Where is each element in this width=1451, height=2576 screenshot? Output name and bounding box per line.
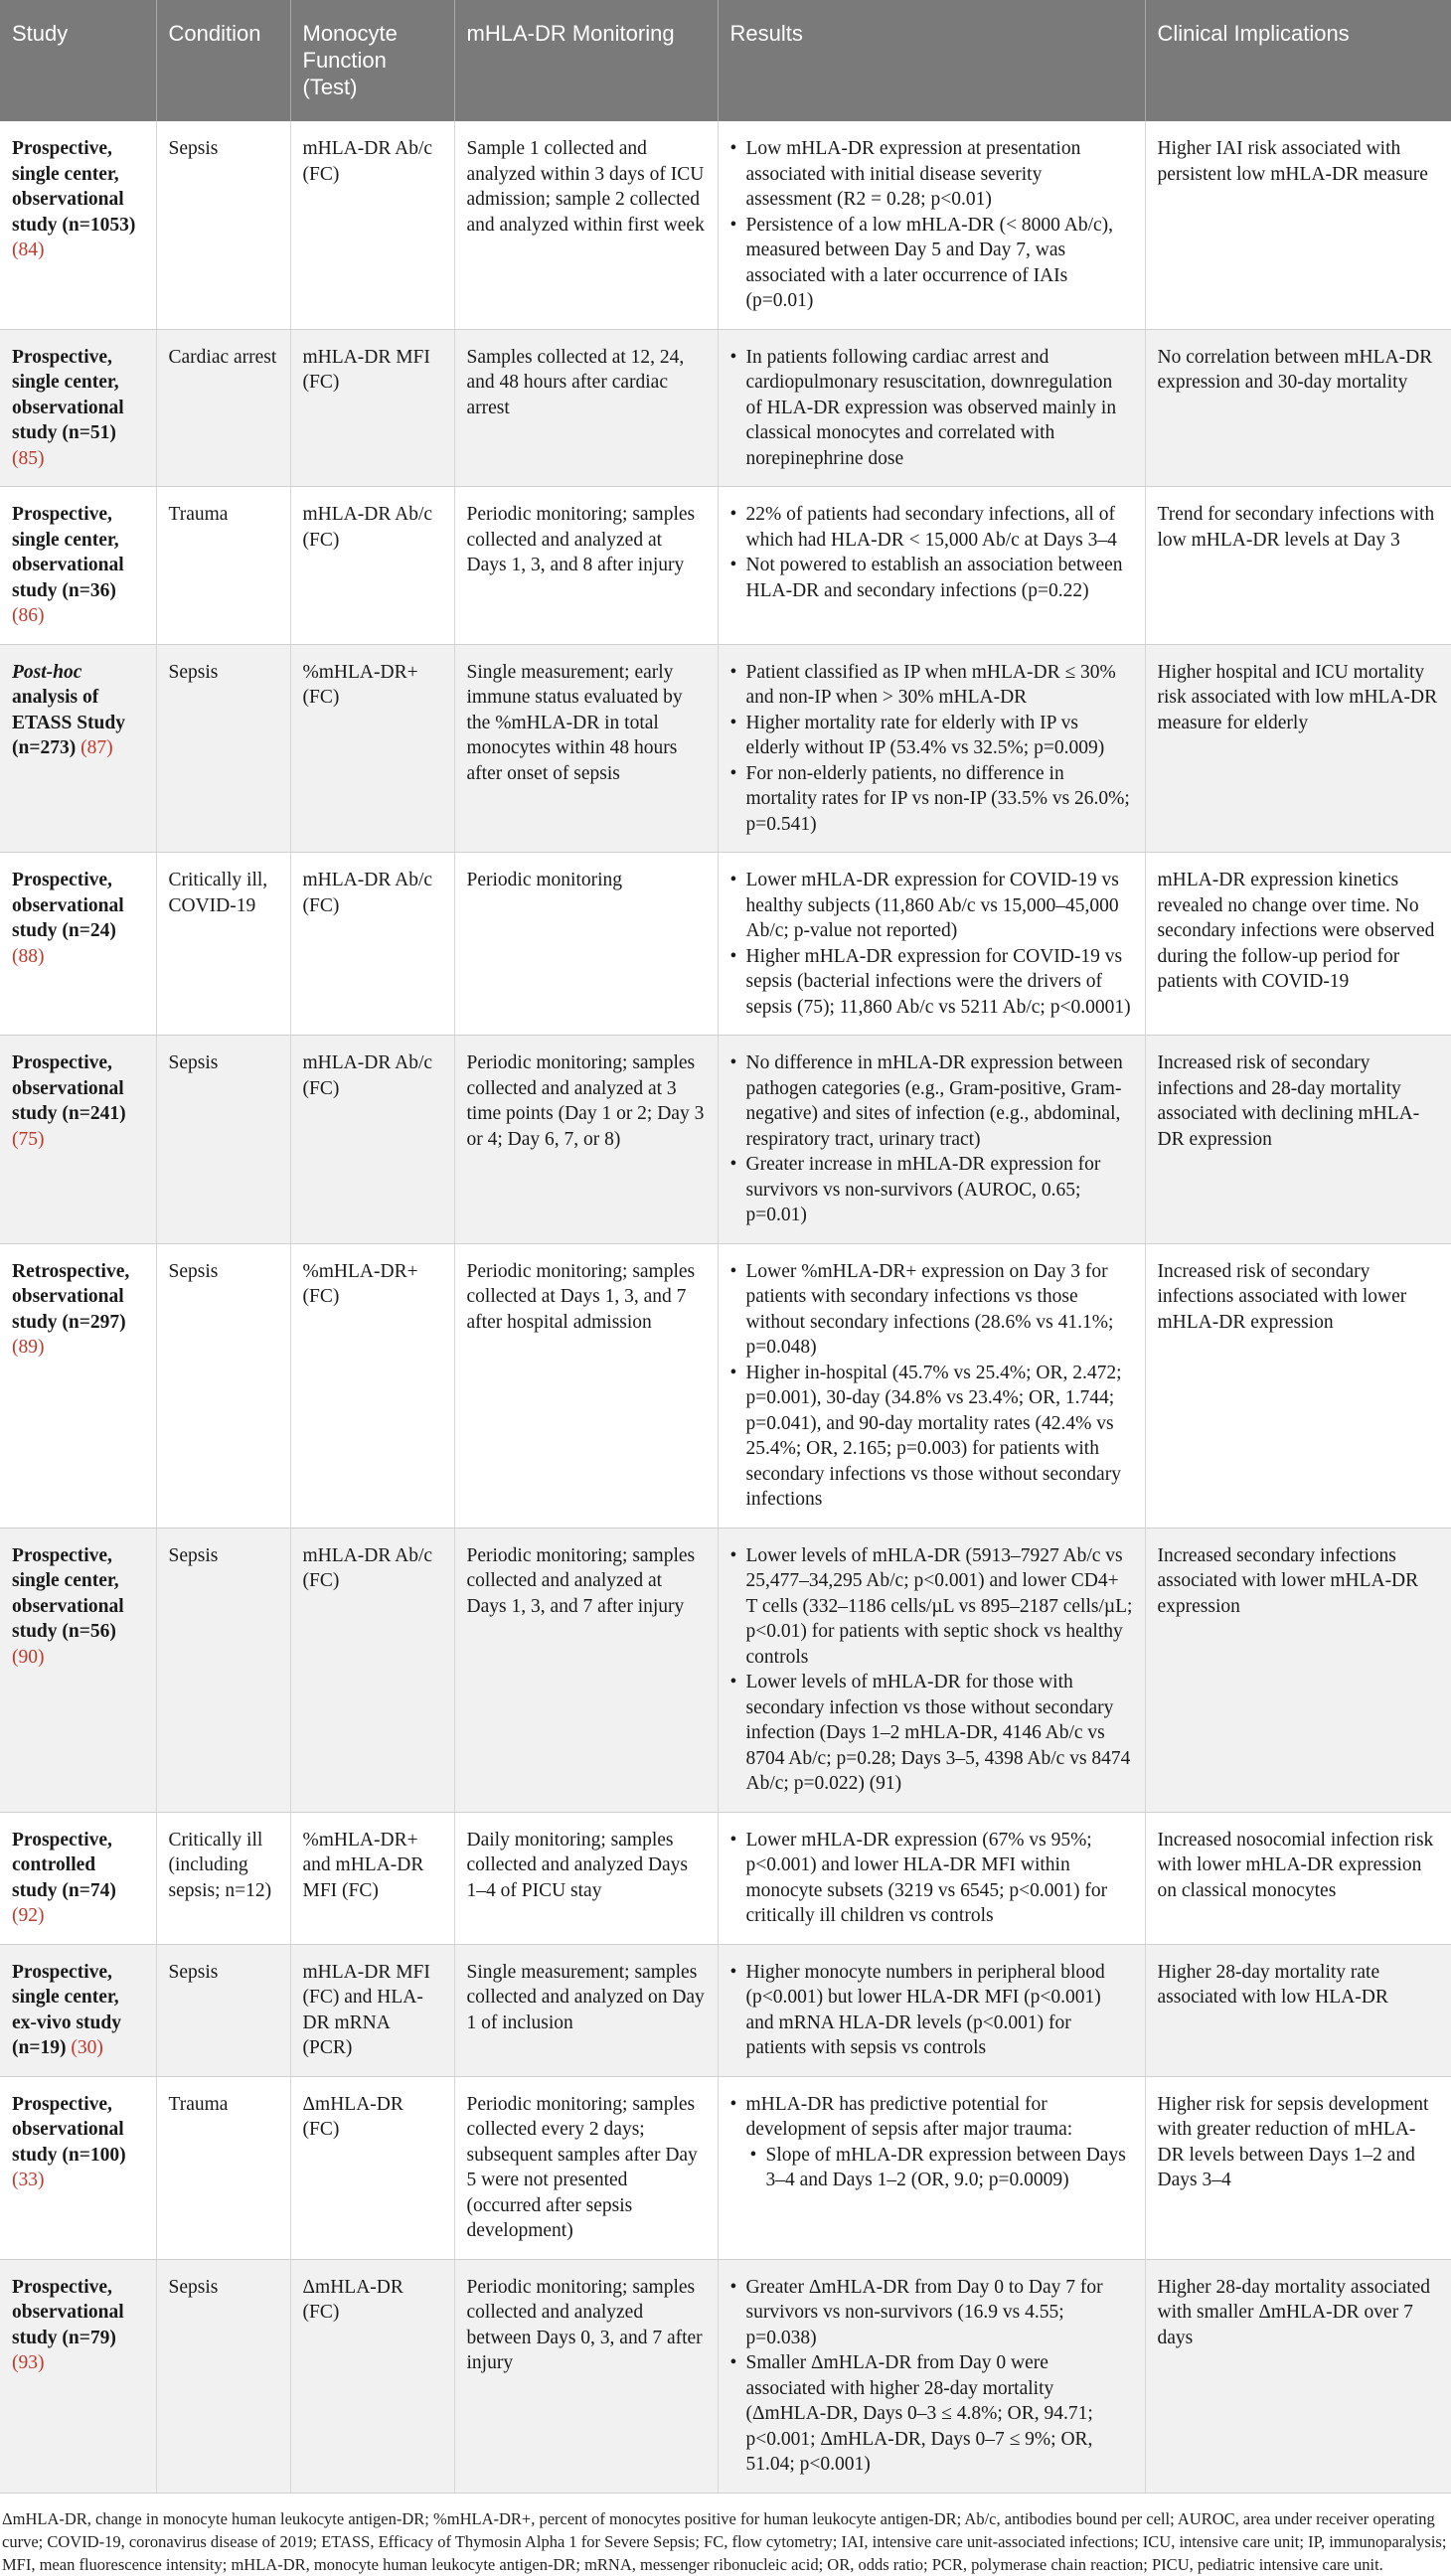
study-design (12, 1962, 121, 2059)
reference-link[interactable]: (89) (12, 1337, 45, 1358)
cell-clinical-implications: Higher IAI risk associated with persistent low mHLA-DR measure (1145, 121, 1451, 329)
cell-results (718, 1528, 1145, 1812)
table-row (0, 329, 1451, 487)
result-item: • Greater increase in mHLA-DR expression for survivors vs non-survivors (AUROC, 0.65; p=0.01) (730, 1152, 1133, 1228)
cell-results (718, 2259, 1145, 2493)
cell-study (0, 1944, 156, 2076)
cell-clinical-implications: Increased secondary infections associated with lower mHLA-DR expression (1145, 1528, 1451, 1812)
cell-study (0, 1243, 156, 1528)
cell-monocyte-function: mHLA-DR Ab/c (FC) (290, 121, 454, 329)
cell-condition: Trauma (156, 2076, 290, 2259)
result-item: • In patients following cardiac arrest and cardiopulmonary resuscitation, downregulation of HLA-DR expression was observed mainly in classical monocytes and correlated with norepinephrine dose (730, 345, 1133, 472)
cell-monocyte-function: ΔmHLA-DR (FC) (290, 2259, 454, 2493)
cell-clinical-implications: Higher 28-day mortality rate associated with low HLA-DR (1145, 1944, 1451, 2076)
cell-results (718, 644, 1145, 853)
study-design (12, 138, 135, 236)
study-design-text: Prospective, single center, ex-vivo study (n=19) (12, 1961, 121, 2058)
cell-monitoring: Single measurement; samples collected and analyzed on Day 1 of inclusion (454, 1944, 718, 2076)
header-results: Results (718, 0, 1145, 121)
reference-link[interactable]: (92) (12, 1905, 45, 1926)
cell-clinical-implications: No correlation between mHLA-DR expression and 30-day mortality (1145, 329, 1451, 487)
cell-monocyte-function: mHLA-DR Ab/c (FC) (290, 487, 454, 645)
result-item: • Higher monocyte numbers in peripheral blood (p<0.001) but lower HLA-DR MFI (p<0.001) and mRNA HLA-DR levels (p<0.001) for patients with sepsis vs controls (730, 1960, 1133, 2061)
cell-monitoring: Periodic monitoring; samples collected and analyzed at 3 time points (Day 1 or 2; Day 3 or 4; Day 6, 7, or 8) (454, 1036, 718, 1244)
cell-clinical-implications: Increased risk of secondary infections associated with lower mHLA-DR expression (1145, 1243, 1451, 1528)
header-row (0, 0, 1451, 121)
cell-condition: Sepsis (156, 1243, 290, 1528)
result-item: • mHLA-DR has predictive potential for development of sepsis after major trauma: (730, 2092, 1133, 2143)
study-design-text: Prospective, observational study (n=24) (12, 870, 124, 941)
cell-study (0, 121, 156, 329)
study-design-text: Prospective, single center, observational study (n=1053) (12, 138, 136, 236)
cell-monitoring: Periodic monitoring; samples collected and analyzed at Days 1, 3, and 8 after injury (454, 487, 718, 645)
table-row (0, 853, 1451, 1036)
cell-monitoring: Periodic monitoring; samples collected at Days 1, 3, and 7 after hospital admission (454, 1243, 718, 1528)
study-design-text: Prospective, single center, observational study (n=56) (12, 1544, 124, 1642)
result-item: • No difference in mHLA-DR expression between pathogen categories (e.g., Gram-positive, Gram-negative) and sites of infection (e.g., abdominal, respiratory tract, urinary tract) (730, 1050, 1133, 1152)
table-row (0, 2259, 1451, 2493)
header-study: Study (0, 0, 156, 121)
study-design (12, 2277, 124, 2348)
cell-clinical-implications: Higher hospital and ICU mortality risk associated with low mHLA-DR measure for elderly (1145, 644, 1451, 853)
reference-link[interactable]: (30) (71, 2037, 103, 2058)
reference-link[interactable]: (87) (81, 737, 113, 758)
result-item: • Not powered to establish an association between HLA-DR and secondary infections (p=0.22) (730, 553, 1133, 603)
reference-link[interactable]: (33) (12, 2170, 45, 2190)
study-design (12, 870, 124, 941)
result-item: • Persistence of a low mHLA-DR (< 8000 Ab/c), measured between Day 5 and Day 7, was associated with a later occurrence of IAIs (p=0.01) (730, 213, 1133, 314)
cell-clinical-implications: Increased nosocomial infection risk with lower mHLA-DR expression on classical monocytes (1145, 1812, 1451, 1944)
cell-results (718, 1944, 1145, 2076)
cell-condition: Sepsis (156, 1944, 290, 2076)
study-design-text: analysis of ETASS Study (n=273) (12, 687, 125, 758)
results-list (730, 1828, 1133, 1929)
table-row (0, 1944, 1451, 2076)
cell-monocyte-function: mHLA-DR MFI (FC) and HLA-DR mRNA (PCR) (290, 1944, 454, 2076)
cell-condition: Sepsis (156, 1036, 290, 1244)
cell-study (0, 329, 156, 487)
cell-study (0, 487, 156, 645)
cell-monocyte-function: mHLA-DR MFI (FC) (290, 329, 454, 487)
result-item: • Lower %mHLA-DR+ expression on Day 3 for patients with secondary infections vs those without secondary infections (28.6% vs 41.1%; p=0.048) (730, 1259, 1133, 1361)
cell-study (0, 2259, 156, 2493)
table-row (0, 2076, 1451, 2259)
result-item: • For non-elderly patients, no difference in mortality rates for IP vs non-IP (33.5% vs 26.0%; p=0.541) (730, 761, 1133, 838)
cell-condition: Critically ill (including sepsis; n=12) (156, 1812, 290, 1944)
cell-monocyte-function: %mHLA-DR+ (FC) (290, 1243, 454, 1528)
cell-study (0, 1812, 156, 1944)
cell-monitoring: Sample 1 collected and analyzed within 3 days of ICU admission; sample 2 collected and analyzed within first week (454, 121, 718, 329)
header-monocyte-function: Monocyte Function (Test) (290, 0, 454, 121)
cell-condition: Sepsis (156, 1528, 290, 1812)
cell-clinical-implications: Trend for secondary infections with low mHLA-DR levels at Day 3 (1145, 487, 1451, 645)
study-design (12, 504, 124, 601)
study-design (12, 1830, 116, 1901)
cell-condition: Critically ill, COVID-19 (156, 853, 290, 1036)
cell-monitoring: Samples collected at 12, 24, and 48 hours after cardiac arrest (454, 329, 718, 487)
cell-results (718, 2076, 1145, 2259)
cell-results (718, 1036, 1145, 1244)
cell-results (718, 853, 1145, 1036)
cell-results (718, 1812, 1145, 1944)
reference-link[interactable]: (86) (12, 605, 45, 626)
cell-monitoring: Periodic monitoring; samples collected every 2 days; subsequent samples after Day 5 were not presented (occurred after sepsis development) (454, 2076, 718, 2259)
cell-monitoring: Periodic monitoring (454, 853, 718, 1036)
results-list (730, 660, 1133, 838)
study-design (12, 1261, 129, 1333)
cell-condition: Cardiac arrest (156, 329, 290, 487)
result-item: • Lower levels of mHLA-DR (5913–7927 Ab/c vs 25,477–34,295 Ab/c; p<0.001) and lower CD4+ T cells (332–1186 cells/µL vs 895–2187 cells/µL; p<0.01) for patients with septic shock vs healthy controls (730, 1543, 1133, 1671)
cell-monitoring: Periodic monitoring; samples collected and analyzed between Days 0, 3, and 7 after injury (454, 2259, 718, 2493)
cell-monitoring: Single measurement; early immune status evaluated by the %mHLA-DR in total monocytes within 48 hours after onset of sepsis (454, 644, 718, 853)
table-row (0, 1812, 1451, 1944)
cell-clinical-implications: mHLA-DR expression kinetics revealed no change over time. No secondary infections were observed during the follow-up period for patients with COVID-19 (1145, 853, 1451, 1036)
cell-study (0, 853, 156, 1036)
result-item: • Smaller ΔmHLA-DR from Day 0 were associated with higher 28-day mortality (ΔmHLA-DR, Days 0–3 ≤ 4.8%; OR, 94.71; p<0.001; ΔmHLA-DR, Days 0–7 ≤ 9%; OR, 51.04; p<0.001) (730, 2350, 1133, 2478)
cell-clinical-implications: Higher 28-day mortality associated with smaller ΔmHLA-DR over 7 days (1145, 2259, 1451, 2493)
cell-monocyte-function: %mHLA-DR+ and mHLA-DR MFI (FC) (290, 1812, 454, 1944)
table-row (0, 1243, 1451, 1528)
table-row (0, 487, 1451, 645)
header-condition: Condition (156, 0, 290, 121)
study-design (12, 1545, 124, 1643)
study-design-italic: Post-hoc (12, 661, 82, 683)
cell-condition: Sepsis (156, 2259, 290, 2493)
results-list (730, 2092, 1133, 2193)
cell-monocyte-function: %mHLA-DR+ (FC) (290, 644, 454, 853)
study-design-text: Prospective, observational study (n=79) (12, 2276, 124, 2348)
table-body (0, 121, 1451, 2493)
result-item: • Higher mHLA-DR expression for COVID-19 vs sepsis (bacterial infections were the drivers of sepsis (75); 11,860 Ab/c vs 5211 Ab/c; p<0.0001) (730, 944, 1133, 1021)
results-list (730, 1259, 1133, 1513)
result-item: • Low mHLA-DR expression at presentation associated with initial disease severity assessment (R2 = 0.28; p<0.01) (730, 136, 1133, 213)
study-design (12, 347, 124, 444)
cell-study (0, 1036, 156, 1244)
cell-condition: Trauma (156, 487, 290, 645)
study-design-text: Prospective, single center, observational study (n=51) (12, 346, 124, 443)
reference-link[interactable]: (85) (12, 447, 45, 469)
results-list (730, 345, 1133, 472)
cell-monocyte-function: mHLA-DR Ab/c (FC) (290, 853, 454, 1036)
study-design-text: Retrospective, observational study (n=297) (12, 1260, 130, 1333)
study-design-text: Prospective, controlled study (n=74) (12, 1829, 116, 1901)
result-subitem: • Slope of mHLA-DR expression between Days 3–4 and Days 1–2 (OR, 9.0; p=0.0009) (730, 2143, 1133, 2193)
cell-clinical-implications: Increased risk of secondary infections and 28-day mortality associated with declining mHLA-DR expression (1145, 1036, 1451, 1244)
study-design (12, 1052, 126, 1124)
header-monitoring: mHLA-DR Monitoring (454, 0, 718, 121)
cell-results (718, 487, 1145, 645)
cell-study (0, 644, 156, 853)
cell-monocyte-function: ΔmHLA-DR (FC) (290, 2076, 454, 2259)
results-list (730, 868, 1133, 1020)
cell-condition: Sepsis (156, 121, 290, 329)
cell-monocyte-function: mHLA-DR Ab/c (FC) (290, 1528, 454, 1812)
result-item: • Lower levels of mHLA-DR for those with secondary infection vs those without secondary infection (Days 1–2 mHLA-DR, 4146 Ab/c vs 8704 Ab/c; p=0.28; Days 3–5, 4398 Ab/c vs 8474 Ab/c; p=0.022) (91) (730, 1670, 1133, 1797)
cell-monitoring: Daily monitoring; samples collected and analyzed Days 1–4 of PICU stay (454, 1812, 718, 1944)
study-design-text: Prospective, observational study (n=100) (12, 2093, 126, 2166)
table-row (0, 1036, 1451, 1244)
results-list (730, 2275, 1133, 2478)
result-item: • Greater ΔmHLA-DR from Day 0 to Day 7 for survivors vs non-survivors (16.9 vs 4.55; p=0.038) (730, 2275, 1133, 2351)
result-item: • Higher in-hospital (45.7% vs 25.4%; OR, 2.472; p=0.001), 30-day (34.8% vs 23.4%; OR, 1.744; p=0.041), and 90-day mortality rates (42.4% vs 25.4%; OR, 2.165; p=0.003) for patients with secondary infections vs those without secondary infections (730, 1361, 1133, 1513)
cell-results (718, 121, 1145, 329)
table-row (0, 644, 1451, 853)
result-item: • Patient classified as IP when mHLA-DR ≤ 30% and non-IP when > 30% mHLA-DR (730, 660, 1133, 711)
cell-clinical-implications: Higher risk for sepsis development with greater reduction of mHLA-DR levels between Days 1–2 and Days 3–4 (1145, 2076, 1451, 2259)
cell-study (0, 1528, 156, 1812)
results-list (730, 1050, 1133, 1228)
study-design-text: Prospective, single center, observational study (n=36) (12, 504, 124, 601)
cell-study (0, 2076, 156, 2259)
cell-results (718, 329, 1145, 487)
results-list (730, 502, 1133, 603)
reference-link[interactable]: (75) (12, 1128, 45, 1150)
results-list (730, 136, 1133, 314)
table-row (0, 121, 1451, 329)
cell-monocyte-function: mHLA-DR Ab/c (FC) (290, 1036, 454, 1244)
results-list (730, 1543, 1133, 1797)
results-list (730, 1960, 1133, 2061)
header-clinical-implications: Clinical Implications (1145, 0, 1451, 121)
cell-results (718, 1243, 1145, 1528)
reference-link[interactable]: (93) (12, 2352, 45, 2373)
study-design (12, 2094, 126, 2166)
table-row (0, 1528, 1451, 1812)
result-item: • Lower mHLA-DR expression for COVID-19 vs healthy subjects (11,860 Ab/c vs 15,000–45,000 Ab/c; p-value not reported) (730, 868, 1133, 944)
cell-condition: Sepsis (156, 644, 290, 853)
reference-link[interactable]: (84) (12, 240, 45, 260)
result-item: • Lower mHLA-DR expression (67% vs 95%; p<0.001) and lower HLA-DR MFI within monocyte subsets (3219 vs 6545; p<0.001) for critically ill children vs controls (730, 1828, 1133, 1929)
reference-link[interactable]: (88) (12, 945, 45, 967)
cell-monitoring: Periodic monitoring; samples collected and analyzed at Days 1, 3, and 7 after injury (454, 1528, 718, 1812)
result-item: • 22% of patients had secondary infections, all of which had HLA-DR < 15,000 Ab/c at Days 3–4 (730, 502, 1133, 553)
table-footnote: ΔmHLA-DR, change in monocyte human leukocyte antigen-DR; %mHLA-DR+, percent of monocytes positive for human leukocyte antigen-DR; Ab/c, antibodies bound per cell; AUROC, area under receiver operating curve; COVID-19, coronavirus disease of 2019; ETASS, Efficacy of Thymosin Alpha 1 for Severe Sepsis; FC, flow cytometry; IAI, intensive care unit-associated infections; ICU, intensive care unit; IP, immunoparalysis; MFI, mean fluorescence intensity; mHLA-DR, monocyte human leukocyte antigen-DR; mRNA, messenger ribonucleic acid; OR, odds ratio; PCR, polymerase chain reaction; PICU, pediatric intensive care unit. (2, 2508, 1447, 2574)
reference-link[interactable]: (90) (12, 1646, 45, 1668)
study-design-text: Prospective, observational study (n=241) (12, 1052, 126, 1124)
result-item: • Higher mortality rate for elderly with IP vs elderly without IP (53.4% vs 32.5%; p=0.009) (730, 711, 1133, 761)
